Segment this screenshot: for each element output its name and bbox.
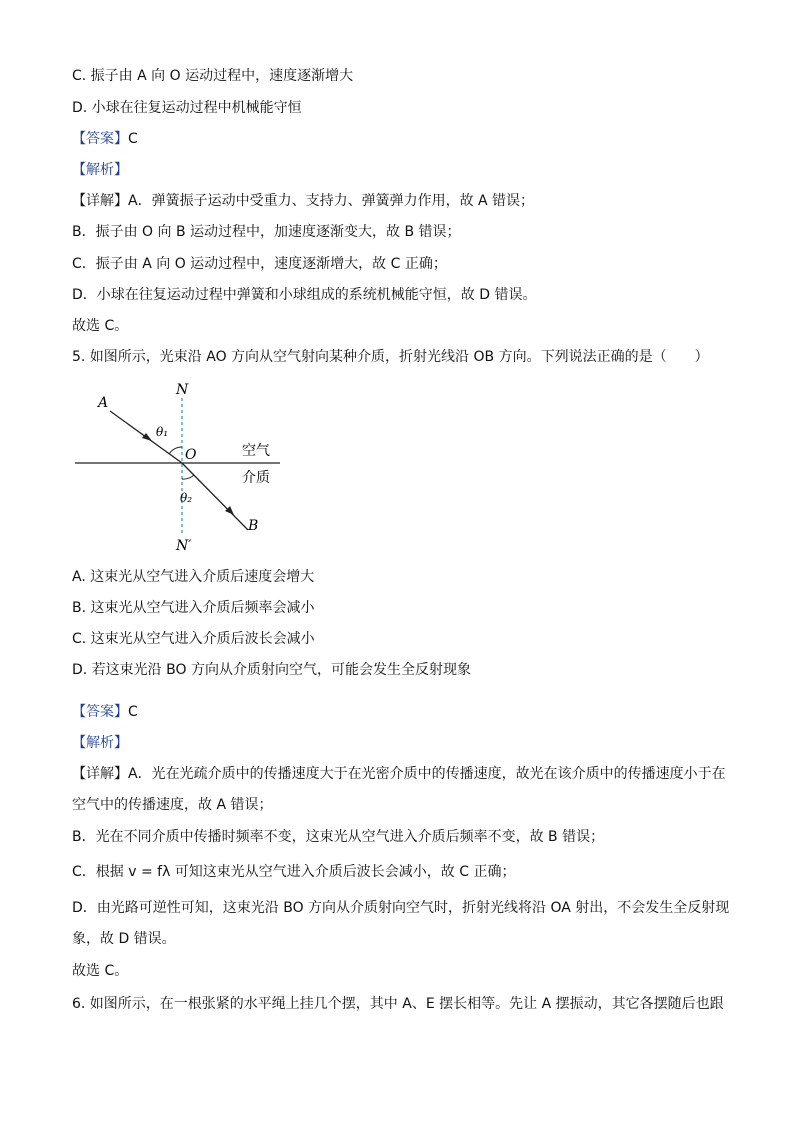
answer-value: C	[128, 131, 138, 147]
incident-arrow-icon	[142, 433, 152, 441]
detail-5-d: D．由光路可逆性可知，这束光沿 BO 方向从介质射向空气时，折射光线将沿 OA 射出，不会发生全反射现象，故 D 错误。	[72, 900, 730, 947]
answer-value-5: C	[128, 704, 138, 720]
answer-line	[72, 130, 138, 148]
choose-line-5: 故选 C。	[72, 963, 129, 979]
option-b: B. 这束光从空气进入介质后频率会减小	[72, 600, 315, 616]
option-a: A. 这束光从空气进入介质后速度会增大	[72, 569, 315, 585]
analysis-heading: 【解析】	[72, 162, 128, 178]
theta2-arc	[182, 475, 194, 479]
analysis-heading-5: 【解析】	[72, 735, 128, 751]
detail-5-c: C．根据 v = fλ 可知这束光从空气进入介质后波长会减小，故 C 正确；	[72, 864, 516, 880]
detail-line-c: C．振子由 A 向 O 运动过程中，速度逐渐增大，故 C 正确；	[72, 256, 447, 272]
label-o: O	[185, 447, 197, 463]
label-a: A	[98, 395, 109, 411]
answer-tag-5: 【答案】	[72, 704, 128, 720]
refraction-diagram	[70, 378, 290, 553]
answer-line-5	[72, 703, 138, 721]
question-5: 5. 如图所示，光束沿 AO 方向从空气射向某种介质，折射光线沿 OB 方向。下列说法正确的是（ ）	[72, 349, 709, 365]
label-air: 空气	[242, 443, 270, 459]
choose-line: 故选 C。	[72, 318, 129, 334]
option-d-text: D. 小球在往复运动过程中机械能守恒	[72, 100, 302, 116]
option-d: D. 若这束光沿 BO 方向从介质射向空气，可能会发生全反射现象	[72, 662, 471, 678]
detail-5-b: B．光在不同介质中传播时频率不变，这束光从空气进入介质后频率不变，故 B 错误；	[72, 829, 605, 845]
detail-line-b: B．振子由 O 向 B 运动过程中，加速度逐渐变大，故 B 错误；	[72, 224, 461, 240]
option-c-text: C. 振子由 A 向 O 运动过程中，速度逐渐增大	[72, 68, 354, 84]
option-c: C. 这束光从空气进入介质后波长会减小	[72, 631, 315, 647]
label-b: B	[248, 518, 259, 534]
label-n: N	[176, 382, 189, 398]
label-theta1: θ₁	[156, 425, 169, 439]
label-n-prime: N′	[176, 538, 192, 553]
theta1-arc	[169, 447, 182, 454]
answer-tag: 【答案】	[72, 131, 128, 147]
label-theta2: θ₂	[180, 491, 193, 505]
question-6: 6. 如图所示，在一根张紧的水平绳上挂几个摆，其中 A、E 摆长相等。先让 A 摆振动，其它各摆随后也跟	[72, 996, 724, 1012]
label-medium: 介质	[242, 470, 270, 486]
detail-5-a: 【详解】A．光在光疏介质中的传播速度大于在光密介质中的传播速度，故光在该介质中的传播速度小于在空气中的传播速度，故 A 错误；	[72, 766, 726, 813]
detail-line-d: D．小球在往复运动过程中弹簧和小球组成的系统机械能守恒，故 D 错误。	[72, 287, 537, 303]
detail-line-a: 【详解】A．弹簧振子运动中受重力、支持力、弹簧弹力作用，故 A 错误；	[72, 193, 535, 209]
